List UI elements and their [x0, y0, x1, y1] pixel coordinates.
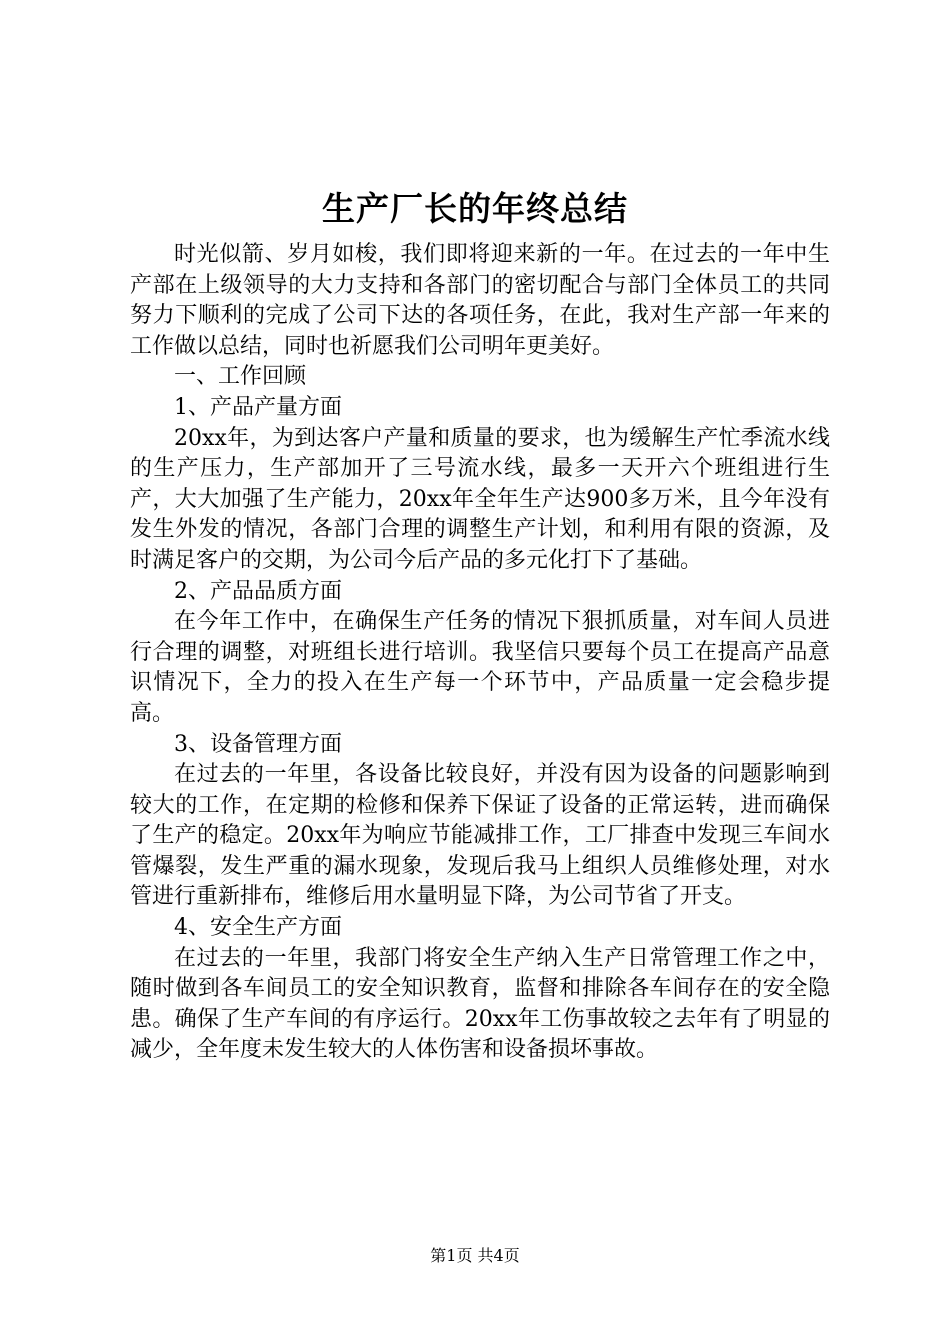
intro-paragraph: 时光似箭、岁月如梭，我们即将迎来新的一年。在过去的一年中生产部在上级领导的大力支持和各部门的密切配合与部门全体员工的共同努力下顺利的完成了公司下达的各项任务，在此，我对生产部一年来的工作做以总结，同时也祈愿我们公司明年更美好。	[130, 242, 830, 359]
subsection-heading-quality: 2、产品品质方面	[174, 578, 342, 604]
equipment-paragraph: 在过去的一年里，各设备比较良好，并没有因为设备的问题影响到较大的工作，在定期的检修和保养下保证了设备的正常运转，进而确保了生产的稳定。20xx年为响应节能减排工作，工厂排查中发现三车间水管爆裂，发生严重的漏水现象，发现后我马上组织人员维修处理，对水管进行重新排布，维修后用水量明显下降，为公司节省了开支。	[130, 762, 830, 910]
safety-paragraph: 在过去的一年里，我部门将安全生产纳入生产日常管理工作之中，随时做到各车间员工的安全知识教育，监督和排除各车间存在的安全隐患。确保了生产车间的有序运行。20xx年工伤事故较之去年有了明显的减少，全年度未发生较大的人体伤害和设备损坏事故。	[130, 945, 830, 1063]
subsection-heading-equipment: 3、设备管理方面	[174, 731, 342, 757]
document-body	[130, 240, 830, 1066]
section-heading-work-review: 一、工作回顾	[174, 364, 307, 390]
output-paragraph: 20xx年，为到达客户产量和质量的要求，也为缓解生产忙季流水线的生产压力，生产部加开了三号流水线，最多一天开六个班组进行生产，大大加强了生产能力，20xx年全年生产达900多万米，且今年没有发生外发的情况，各部门合理的调整生产计划，和利用有限的资源，及时满足客户的交期，为公司今后产品的多元化打下了基础。	[130, 425, 830, 573]
subsection-heading-output: 1、产品产量方面	[174, 394, 342, 420]
subsection-heading-safety: 4、安全生产方面	[174, 915, 342, 941]
document-title: 生产厂长的年终总结	[322, 189, 628, 228]
quality-paragraph: 在今年工作中，在确保生产任务的情况下狠抓质量，对车间人员进行合理的调整，对班组长进行培训。我坚信只要每个员工在提高产品意识情况下，全力的投入在生产每一个环节中，产品质量一定会稳步提高。	[130, 609, 830, 726]
page-number-footer: 第1页 共4页	[430, 1246, 520, 1265]
